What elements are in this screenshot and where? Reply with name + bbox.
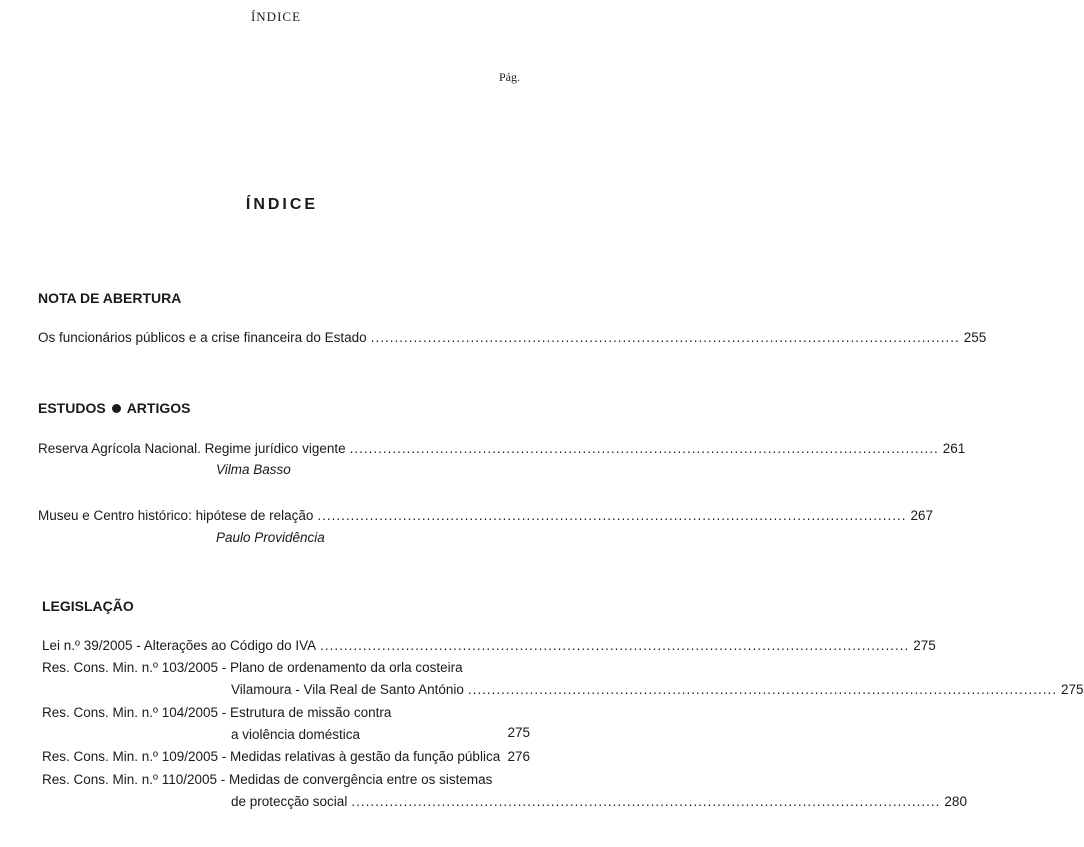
- section-heading-part: ESTUDOS: [38, 400, 106, 416]
- toc-entry-page: 280: [944, 794, 967, 809]
- toc-entry-title: Res. Cons. Min. n.º 103/2005 - Plano de ordenamento da orla costeira: [42, 660, 463, 675]
- toc-entry-continuation: Vilamoura - Vila Real de Santo António: [231, 682, 464, 697]
- toc-entry-page: 275: [507, 725, 530, 740]
- toc-entry: [42, 749, 530, 764]
- dot-leader: ............................................................................................................................: [349, 441, 939, 456]
- page-column-label: Pág.: [499, 70, 520, 84]
- dot-leader: ............................................................................................................................: [317, 508, 907, 523]
- toc-entry-title: Os funcionários públicos e a crise financeira do Estado: [38, 330, 367, 345]
- toc-entry-page: 261: [942, 441, 966, 456]
- toc-entry-page: 267: [910, 508, 934, 523]
- toc-entry: [231, 682, 1084, 697]
- section-heading-nota: NOTA DE ABERTURA: [38, 290, 182, 306]
- toc-entry-page: 276: [507, 749, 530, 764]
- dot-leader: ............................................................................................................................: [320, 638, 910, 653]
- page-title: ÍNDICE: [245, 196, 319, 213]
- toc-entry-author: Vilma Basso: [216, 462, 291, 477]
- toc-entry: [42, 638, 936, 653]
- toc-entry-page: 255: [963, 330, 987, 345]
- section-heading-legislacao: LEGISLAÇÃO: [42, 598, 134, 614]
- toc-entry-page: 275: [913, 638, 936, 653]
- dot-leader: ............................................................................................................................: [370, 330, 960, 345]
- section-heading-estudos: [38, 400, 190, 416]
- toc-entry: [38, 330, 987, 345]
- toc-entry-title: Res. Cons. Min. n.º 109/2005 - Medidas relativas à gestão da função pública: [42, 749, 501, 764]
- bullet-icon: [112, 404, 121, 413]
- running-header: ÍNDICE: [250, 9, 302, 24]
- toc-entry-title: Res. Cons. Min. n.º 110/2005 - Medidas de convergência entre os sistemas: [42, 772, 493, 787]
- toc-entry-title: Reserva Agrícola Nacional. Regime jurídico vigente: [38, 441, 346, 456]
- toc-entry-title: Lei n.º 39/2005 - Alterações ao Código do IVA: [42, 638, 317, 653]
- toc-entry-continuation: a violência doméstica: [231, 727, 361, 742]
- toc-entry: [38, 508, 934, 523]
- toc-entry-author: Paulo Providência: [216, 530, 325, 545]
- toc-entry: [38, 441, 966, 456]
- toc-entry-title: Res. Cons. Min. n.º 104/2005 - Estrutura de missão contra: [42, 705, 392, 720]
- section-heading-part: ARTIGOS: [126, 400, 191, 416]
- dot-leader: ............................................................................................................................: [351, 794, 941, 809]
- toc-entry-title: Museu e Centro histórico: hipótese de relação: [38, 508, 314, 523]
- toc-entry: [231, 794, 967, 809]
- toc-entry-page: 275: [1061, 682, 1084, 697]
- toc-entry-continuation: de protecção social: [231, 794, 348, 809]
- dot-leader: ............................................................................................................................: [467, 682, 1057, 697]
